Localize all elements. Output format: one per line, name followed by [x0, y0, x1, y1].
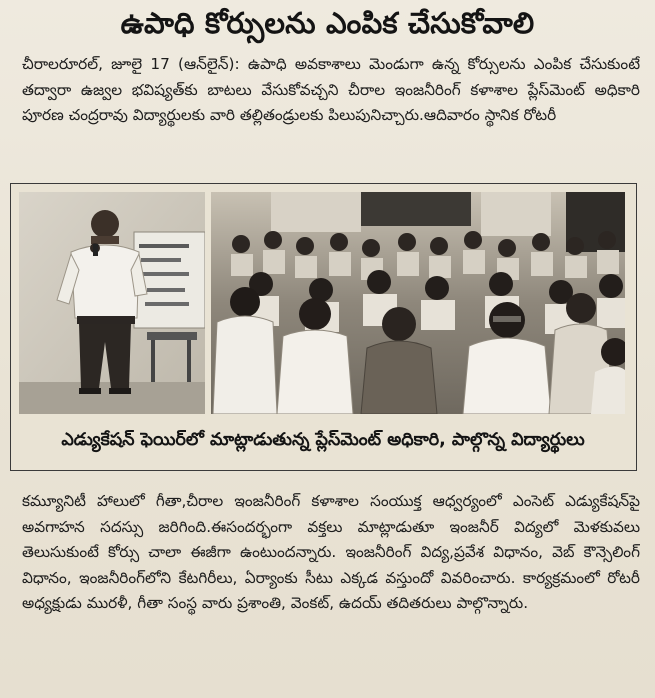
headline: ఉపాధి కోర్సులను ఎంపిక చేసుకోవాలి: [120, 6, 535, 40]
audience-photo: [211, 192, 625, 414]
article-paragraph-top: చీరాలరూరల్‌, జూలై 17 (ఆన్‌లైన్‌): ఉపాధి అవకాశాలు మెండుగా ఉన్న కోర్సులను ఎంపిక చేసుకుంటే తద్వారా ఉజ్వల భవిష్యత్‌కు బాటలు వేసుకోవచ్చని చీరాల ఇంజనీరింగ్‌ కళాశాల ప్లేస్‌మెంట్‌ అధికారి పూరణ చంద్రరావు విద్యార్థులకు వారి తల్లితండ్రులకు పిలుపునిచ్చారు.ఆదివారం స్థానిక రోటరీ: [22, 55, 640, 124]
speaker-photo: [19, 192, 205, 414]
article-paragraph-bottom: కమ్యూనిటీ హాలులో గీతా,చీరాల ఇంజనీరింగ్‌ కళాశాల సంయుక్త ఆధ్వర్యంలో ఎంసెట్‌ ఎడ్యుకేషన్‌పై అవగాహన సదస్సు జరిగింది.ఈసందర్భంగా వక్తలు మాట్లాడుతూ ఇంజనీర్‌ విద్యలో మెళకువలు తెలుసుకుంటే కోర్సు చాలా ఈజీగా ఉంటుందన్నారు. ఇంజనీరింగ్‌ విద్య,ప్రవేశ విధానం, వెబ్‌ కౌన్సెలింగ్‌ విధానం, ఇంజనీరింగ్‌లోని కేటగిరీలు, ఏర్యాంకు సీటు ఎక్కడ వస్తుందో వివరించారు. కార్యక్రమంలో రోటరీ అధ్యక్షుడు మురళీ, గీతా సంస్థ వారు ప్రశాంతి, వెంకట్‌, ఉదయ్‌ తదితరులు పాల్గొన్నారు.: [22, 492, 640, 612]
photo-frame: [10, 183, 637, 471]
speaker-photo-image: [19, 192, 205, 414]
photo-caption: ఎడ్యుకేషన్‌ ఫెయిర్‌లో మాట్లాడుతున్న ప్లేస్‌మెంట్‌ అధికారి, పాల్గొన్న విద్యార్థులు: [61, 430, 585, 450]
audience-photo-image: [211, 192, 625, 414]
